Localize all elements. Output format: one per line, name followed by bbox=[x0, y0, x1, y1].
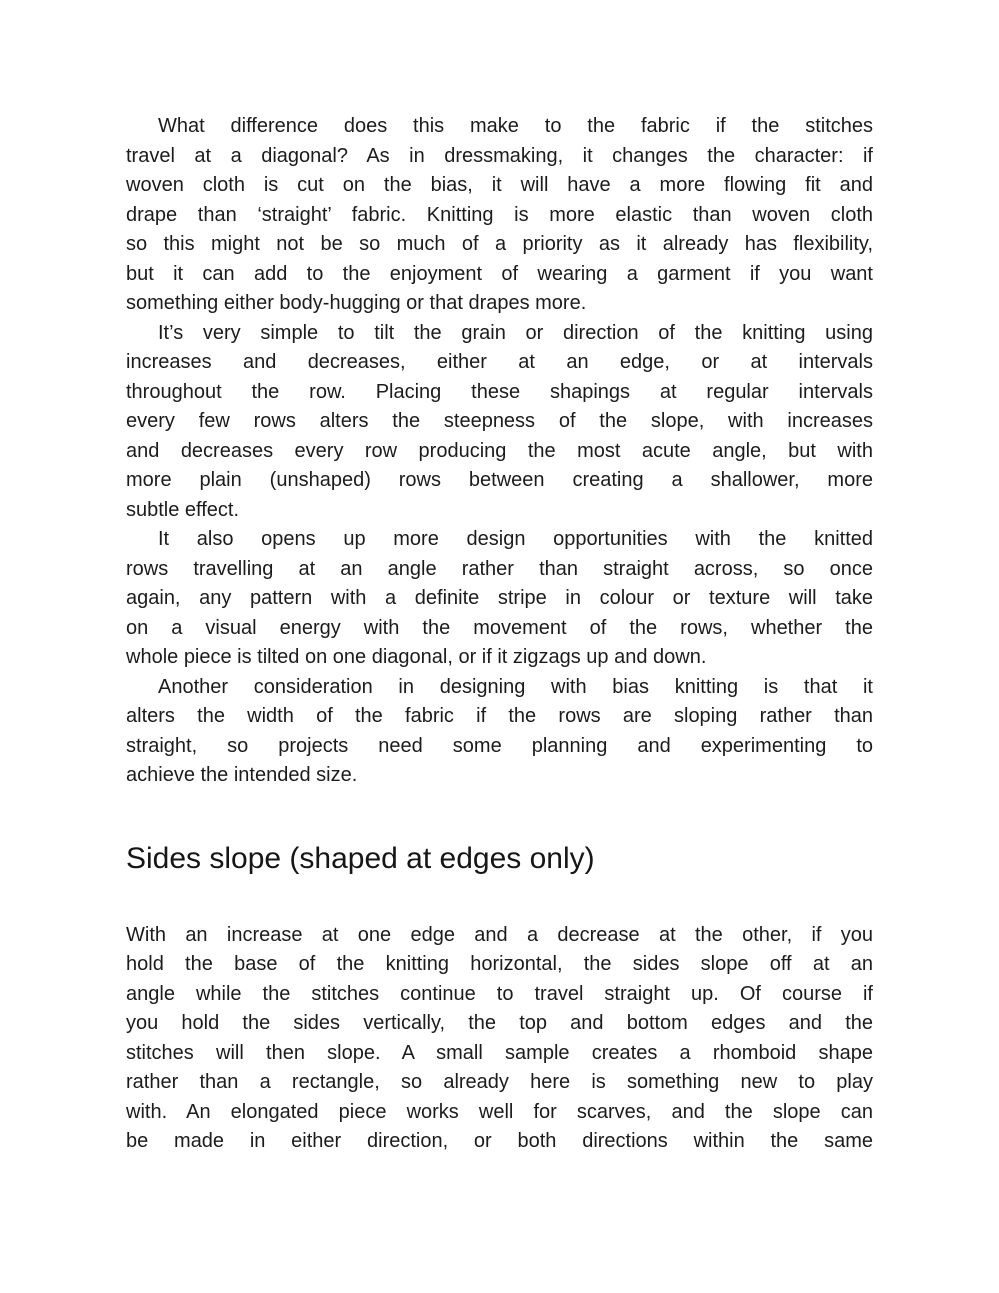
paragraph bbox=[126, 319, 873, 526]
text-line: something either body-hugging or that drapes more. bbox=[126, 292, 587, 314]
text-line: drape than ‘straight’ fabric. Knitting is more elastic than woven cloth bbox=[126, 203, 873, 226]
text-line: subtle effect. bbox=[126, 498, 240, 521]
text-line: you hold the sides vertically, the top and bottom edges and the bbox=[126, 1012, 873, 1034]
text-line: again, any pattern with a definite stripe in colour or texture will take bbox=[126, 587, 873, 609]
section-heading: Sides slope (shaped at edges only) bbox=[126, 841, 595, 875]
paragraph bbox=[126, 112, 873, 319]
text-line: Another consideration in designing with bias knitting is that it bbox=[158, 675, 873, 698]
text-line: It’s very simple to tilt the grain or direction of the knitting using bbox=[158, 321, 873, 344]
text-line: achieve the intended size. bbox=[126, 764, 358, 786]
text-line: straight, so projects need some planning and experimenting to bbox=[126, 734, 873, 757]
text-line: whole piece is tilted on one diagonal, or if it zigzags up and down. bbox=[126, 646, 707, 668]
text-line: so this might not be so much of a priority as it already has flexibility, bbox=[126, 233, 873, 255]
paragraph bbox=[126, 673, 873, 791]
text-line: but it can add to the enjoyment of wearing a garment if you want bbox=[126, 262, 873, 285]
text-line: every few rows alters the steepness of the slope, with increases bbox=[126, 410, 873, 432]
text-line: more plain (unshaped) rows between creating a shallower, more bbox=[126, 469, 873, 491]
text-line: It also opens up more design opportunities with the knitted bbox=[158, 528, 873, 550]
text-line: angle while the stitches continue to travel straight up. Of course if bbox=[126, 982, 873, 1005]
text-line: rather than a rectangle, so already here is something new to play bbox=[126, 1071, 873, 1093]
text-line: With an increase at one edge and a decrease at the other, if you bbox=[126, 923, 873, 946]
text-line: alters the width of the fabric if the rows are sloping rather than bbox=[126, 705, 873, 727]
text-line: woven cloth is cut on the bias, it will have a more flowing fit and bbox=[126, 174, 873, 196]
text-line: What difference does this make to the fabric if the stitches bbox=[158, 115, 873, 137]
text-line: rows travelling at an angle rather than straight across, so once bbox=[126, 557, 873, 580]
text-line: increases and decreases, either at an edge, or at intervals bbox=[126, 351, 873, 373]
text-line: be made in either direction, or both directions within the same bbox=[126, 1130, 873, 1152]
text-line: on a visual energy with the movement of the rows, whether the bbox=[126, 616, 873, 639]
paragraph bbox=[126, 525, 873, 673]
text-line: hold the base of the knitting horizontal, the sides slope off at an bbox=[126, 953, 873, 975]
text-line: travel at a diagonal? As in dressmaking, it changes the character: if bbox=[126, 144, 873, 167]
text-block bbox=[126, 112, 873, 1157]
paragraph bbox=[126, 921, 873, 1157]
text-line: throughout the row. Placing these shapings at regular intervals bbox=[126, 380, 873, 403]
text-line: and decreases every row producing the most acute angle, but with bbox=[126, 439, 873, 462]
text-line: with. An elongated piece works well for scarves, and the slope can bbox=[126, 1100, 873, 1123]
text-line: stitches will then slope. A small sample creates a rhomboid shape bbox=[126, 1041, 873, 1064]
